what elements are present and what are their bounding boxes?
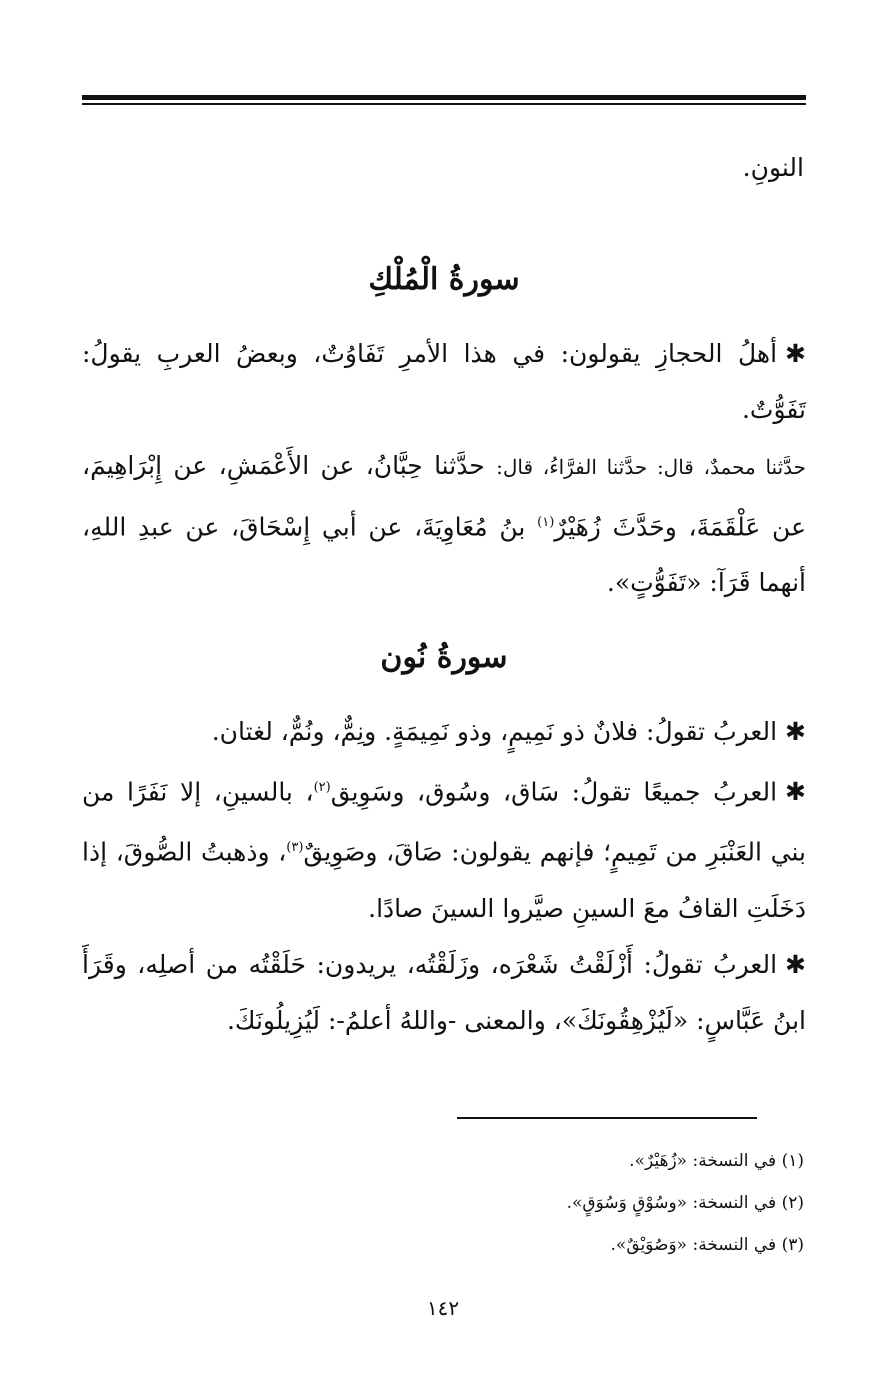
surah-nun-body — [82, 704, 806, 1049]
nun-paragraph-3 — [82, 937, 806, 1049]
mulk-paragraph-2 — [82, 438, 806, 611]
mulk-hadith-rest: حدَّثنا حِبَّانُ، عن الأَعْمَشِ، عن إِبْرَاهِيمَ، عن عَلْقَمَةَ، وحَدَّثَ زُهَيْرٌ — [82, 451, 806, 542]
mulk-hadith-end: بنُ مُعَاوِيَةَ، عن أبي إِسْحَاقَ، عن عبدِ اللهِ، أنهما قَرَآ: «تَفَوُّتٍ». — [82, 512, 806, 598]
surah-mulk-title: سورةُ الْمُلْكِ — [368, 262, 520, 297]
footnote-2: (٢) في النسخة: «وسُوْقٍ وَسُوَقٍ». — [566, 1193, 804, 1213]
star-marker: ✱ — [785, 949, 806, 979]
nun-paragraph-2-text-b: ، بالسينِ، إلا نَفَرًا من بني العَنْبَرِ من تَمِيمٍ؛ فإنهم يقولون: صَاقَ، وصَوِيقٌ — [82, 777, 806, 867]
nun-paragraph-1-text: العربُ تقولُ: فلانٌ ذو نَمِيمٍ، وذو نَمِيمَةٍ. ونِمٌّ، ونُمٌّ، لغتان. — [211, 717, 778, 746]
footnote-ref-2: (٢) — [313, 780, 331, 795]
surah-nun-title: سورةُ نُون — [380, 640, 508, 675]
mulk-paragraph-1-text: أهلُ الحجازِ يقولون: في هذا الأمرِ تَفَاوُتٌ، وبعضُ العربِ يقولُ: تَفَوُّتٌ. — [82, 339, 806, 424]
page-number: ١٤٢ — [426, 1296, 460, 1320]
header-rule — [82, 95, 806, 105]
nun-paragraph-1 — [82, 704, 806, 760]
footnote-3: (٣) في النسخة: «وَصُوَيْقٌ». — [610, 1235, 804, 1255]
footnote-ref-1: (١) — [537, 515, 555, 530]
footnote-ref-3: (٣) — [286, 840, 304, 856]
previous-section-ending: النونِ. — [742, 153, 804, 182]
nun-paragraph-2 — [82, 760, 806, 937]
star-marker: ✱ — [785, 777, 806, 807]
footnotes — [204, 1140, 804, 1266]
star-marker: ✱ — [785, 339, 806, 368]
nun-paragraph-2-text-c: ، وذهبتُ الصُّوقَ، إذا دَخَلَتِ القافُ معَ السينِ صيَّروا السينَ صادًا. — [82, 837, 806, 923]
surah-mulk-body — [82, 326, 806, 611]
mulk-paragraph-1 — [82, 326, 806, 438]
mulk-hadith-lead: حدَّثنا محمدٌ، قال: حدَّثنا الفرَّاءُ، قال: — [496, 455, 807, 479]
nun-paragraph-3-text: العربُ تقولُ: أَزْلَقْتُ شَعْرَه، وزَلَقْتُه، يريدون: حَلَقْتُه من أصلِه، وقَرَأَ ابنُ عَبَّاسٍ: «لَيُزْهِقُونَكَ»، والمعنى -واللهُ أعلمُ-: لَيُزِيلُونَكَ. — [82, 949, 806, 1035]
footnote-1: (١) في النسخة: «زُهَيْرٌ». — [629, 1151, 804, 1171]
footnote-separator — [457, 1117, 757, 1119]
header-rule-thin — [82, 103, 806, 105]
nun-paragraph-2-text-a: العربُ جميعًا تقولُ: سَاق، وسُوق، وسَوِيق — [330, 777, 778, 807]
header-rule-thick — [82, 95, 806, 100]
star-marker: ✱ — [785, 717, 806, 746]
